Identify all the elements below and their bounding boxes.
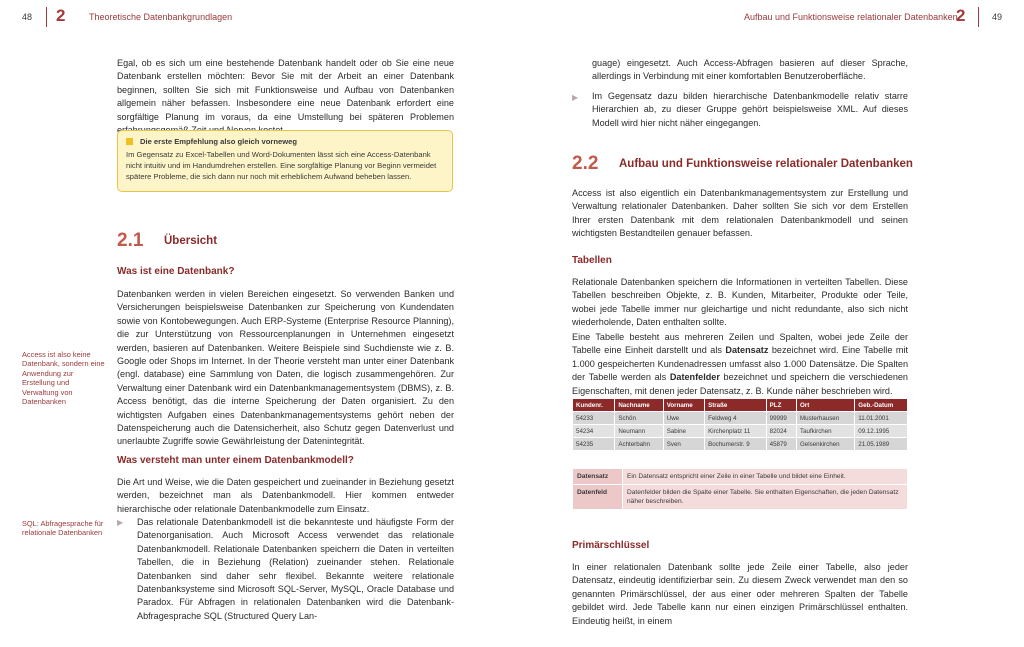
definition-text: Ein Datensatz entspricht einer Zeile in einer Tabelle und bildet eine Einheit. — [623, 469, 908, 485]
customer-table — [572, 398, 908, 451]
column-header: Geb.-Datum — [855, 399, 908, 412]
right-running-title: Aufbau und Funktionsweise relationaler Datenbanken — [744, 12, 958, 22]
tip-square-icon — [126, 138, 133, 145]
margin-note-access: Access ist also keine Datenbank, sondern eine Anwendung zur Erstellung und Verwaltung von Datenbanken — [22, 350, 105, 407]
table-cell: Bochumerstr. 9 — [705, 438, 767, 451]
column-header: Vorname — [663, 399, 704, 412]
table-cell: 54234 — [573, 425, 615, 438]
para3-text-e: bezeichnet und speichern die verschiedenen Eigenschaften, mit denen jeder Datensatz, z. B. Kunde näher beschrieben wird. — [572, 372, 908, 396]
para3-text-c: bezeichnet wird. Eine Tabelle mit 1.000 gespeicherten Kundenadressen umfasst also 1.000 Datensätze. Die Spalten der Tabelle werden als — [572, 345, 908, 383]
subsection-datenbankmodell: Was versteht man unter einem Datenbankmodell? — [117, 455, 354, 466]
table-header-row — [573, 399, 908, 412]
table-cell: Gelsenkirchen — [796, 438, 854, 451]
paragraph-datenbanken: Datenbanken werden in vielen Bereichen eingesetzt. So verwenden Banken und Versicherungen beispielsweise Datenbanken zur Speicherung von Kundendaten sowie von Kontobewegungen. Auch ERP-Systeme (Enterprise Resource Planning), die zur Unterstützung von Ressourcenplanungen in Unternehmen eingesetzt werden, basieren auf Datenbanken. Weitere Beispiele sind Suchdienste wie z. B. Google oder Shops im Internet. In der Theorie versteht man unter einer Datenbank (engl. database) eine Sammlung von Daten, die logisch zusammengehören. Zur Verwaltung einer Datenbank wird ein Datenbankmanagementsystem (DBMS), z. B. Access benötigt, das die interne Speicherung der Daten organisiert. Zu den wichtigsten Aufgaben eines Datenbankmanagementsystems gehört neben der Datenspeicherung auch die Datensicherheit, also Schutz gegen Datenverlust und unerlaubte Zugriffe sowie Gewährleistung der Datenintegrität. — [117, 289, 454, 447]
right-chapter-number: 2 — [956, 6, 966, 25]
column-header: Nachname — [615, 399, 663, 412]
table-cell: 54233 — [573, 412, 615, 425]
definition-row — [573, 485, 908, 510]
para3-text-a: Eine Tabelle besteht aus mehreren Zeilen und Spalten, wobei jede Zeile der Tabelle eine Einheit darstellt und als — [572, 332, 908, 356]
right-header-divider — [978, 7, 979, 27]
table-row — [573, 425, 908, 438]
subsection-tabellen: Tabellen — [572, 255, 612, 266]
table-cell: Schön — [615, 412, 663, 425]
definition-row — [573, 469, 908, 485]
definition-term: Datensatz — [573, 469, 623, 485]
section-title-uebersicht: Übersicht — [164, 235, 218, 247]
tip-title-text: Die erste Empfehlung also gleich vorneweg — [140, 137, 297, 146]
left-page-number: 48 — [22, 12, 33, 22]
table-cell: Kirchenplatz 11 — [705, 425, 767, 438]
table-cell: 54235 — [573, 438, 615, 451]
table-row — [573, 438, 908, 451]
table-cell: Feldweg 4 — [705, 412, 767, 425]
table-cell: Uwe — [663, 412, 704, 425]
bullet-arrow-icon-2: ▶ — [572, 93, 579, 102]
left-chapter-number: 2 — [56, 6, 66, 25]
section-title-aufbau: Aufbau und Funktionsweise relationaler Datenbanken — [619, 158, 913, 170]
table-cell: 11.01.2001 — [855, 412, 908, 425]
table-cell: Sven — [663, 438, 704, 451]
definition-term: Datenfeld — [573, 485, 623, 510]
term-datenfelder: Datenfelder — [669, 372, 720, 383]
column-header: Ort — [796, 399, 854, 412]
subsection-primaerschluessel: Primärschlüssel — [572, 540, 650, 551]
column-header: Kundenr. — [573, 399, 615, 412]
section-number-2-1: 2.1 — [117, 230, 144, 251]
continuation-paragraph: guage) eingesetzt. Auch Access-Abfragen basieren auf dieser Sprache, allerdings in Verbindung mit einer komfortablen Benutzeroberfläche. — [592, 58, 908, 82]
paragraph-access-dbms: Access ist also eigentlich ein Datenbankmanagementsystem zur Erstellung und Verwaltung relationaler Datenbanken. Daher sollten Sie sich vor dem Erstellen Ihrer ersten Datenbank mit dem relationalen Datenbankmodell und seinen wichtigsten Bestandteilen genauer befassen. — [572, 188, 908, 239]
table-cell: 99999 — [766, 412, 796, 425]
definition-table — [572, 468, 908, 510]
table-cell: 09.12.1995 — [855, 425, 908, 438]
table-row — [573, 412, 908, 425]
bullet-arrow-icon: ▶ — [117, 518, 124, 527]
column-header: PLZ — [766, 399, 796, 412]
term-datensatz: Datensatz — [725, 345, 769, 356]
table-cell: Musterhausen — [796, 412, 854, 425]
tip-box — [117, 130, 453, 192]
table-cell: Neumann — [615, 425, 663, 438]
table-cell: Sabine — [663, 425, 704, 438]
paragraph-datenbankmodell: Die Art und Weise, wie die Daten gespeichert und zueinander in Beziehung gesetzt werden, bezeichnet man als Datenbankmodell. Hier kommen entweder hierarchische oder relationale Datenbankmodelle zum Einsatz. — [117, 477, 454, 514]
tip-title — [126, 136, 444, 147]
paragraph-tabellen: Relationale Datenbanken speichern die Informationen in verteilten Tabellen. Diese Tabellen beschreiben Objekte, z. B. Kunden, Mitarbeiter, Produkte oder Teile, wobei jede Tabelle immer nur gleichartige und nicht redundante, also sich nicht wiederholende, Daten enthalten sollte. — [572, 277, 908, 328]
table-cell: Taufkirchen — [796, 425, 854, 438]
definition-text: Datenfelder bilden die Spalte einer Tabelle. Sie enthalten Eigenschaften, die jeden Datensatz näher beschreiben. — [623, 485, 908, 510]
left-header-divider — [46, 7, 47, 27]
left-running-title: Theoretische Datenbankgrundlagen — [89, 12, 233, 22]
bullet-hierarchical-model: Im Gegensatz dazu bilden hierarchische Datenbankmodelle relativ starre Hierarchien ab, zu dieser Gruppe gehört beispielsweise XML. Auf dieses Modell wird hier nicht näher eingegangen. — [592, 91, 908, 128]
subsection-was-ist-datenbank: Was ist eine Datenbank? — [117, 266, 235, 277]
tip-text: Im Gegensatz zu Excel-Tabellen und Word-Dokumenten lässt sich eine Access-Datenbank nicht intuitiv und im Handumdrehen erstellen. Eine sorgfältige Planung vor Beginn vermeidet spätere Probleme, die sich dann nur noch mit erheblichem Aufwand beheben lassen. — [126, 150, 437, 182]
paragraph-zeilen-spalten — [572, 331, 908, 398]
paragraph-primaerschluessel: In einer relationalen Datenbank sollte jede Zeile einer Tabelle, also jeder Datensatz, eindeutig identifizierbar sein. Zu diesem Zweck verwendet man den so genannten Primärschlüssel, der aus einer oder mehreren Spalten der Tabelle gebildet wird. Jede Tabelle kann nur einen einzigen Primärschlüssel enthalten. Eindeutig heißt, in einem — [572, 562, 908, 626]
intro-paragraph: Egal, ob es sich um eine bestehende Datenbank handelt oder ob Sie eine neue Datenbank erstellen möchten: Bevor Sie mit der Arbeit an einer Datenbank beginnen, sollten Sie sich mit Funktionsweise und Aufbau von Datenbanken allgemein näher befassen. Insbesondere eine neue Datenbank erfordert eine sorgfältige Planung im voraus, da eine Umstellung bei späteren Problemen — [117, 58, 454, 122]
table-cell: 21.05.1989 — [855, 438, 908, 451]
bullet-relational-model: Das relationale Datenbankmodell ist die bekannteste und häufigste Form der Datenorganisation. Auch Microsoft Access verwendet das relationale Datenbankmodell. Relationale Datenbanken speichern die Daten in verteilten Tabellen, die in Beziehung (Relation) zueinander stehen. Relationale Datenbanken sind daher sehr flexibel. Bekannte weitere relationale Datenbanksysteme sind Microsoft SQL-Server, MySQL, Oracle Database und Paradox. Für Abfragen in relationalen Datenbanken wird die Datenbank-Abfragesprache SQL (Structured Query Lan- — [137, 517, 454, 621]
section-number-2-2: 2.2 — [572, 153, 599, 174]
table-cell: 45879 — [766, 438, 796, 451]
right-page-number: 49 — [992, 12, 1003, 22]
margin-note-sql: SQL: Abfragesprache für relationale Datenbanken — [22, 519, 104, 538]
table-cell: Achterbahn — [615, 438, 663, 451]
column-header: Straße — [705, 399, 767, 412]
table-cell: 82024 — [766, 425, 796, 438]
